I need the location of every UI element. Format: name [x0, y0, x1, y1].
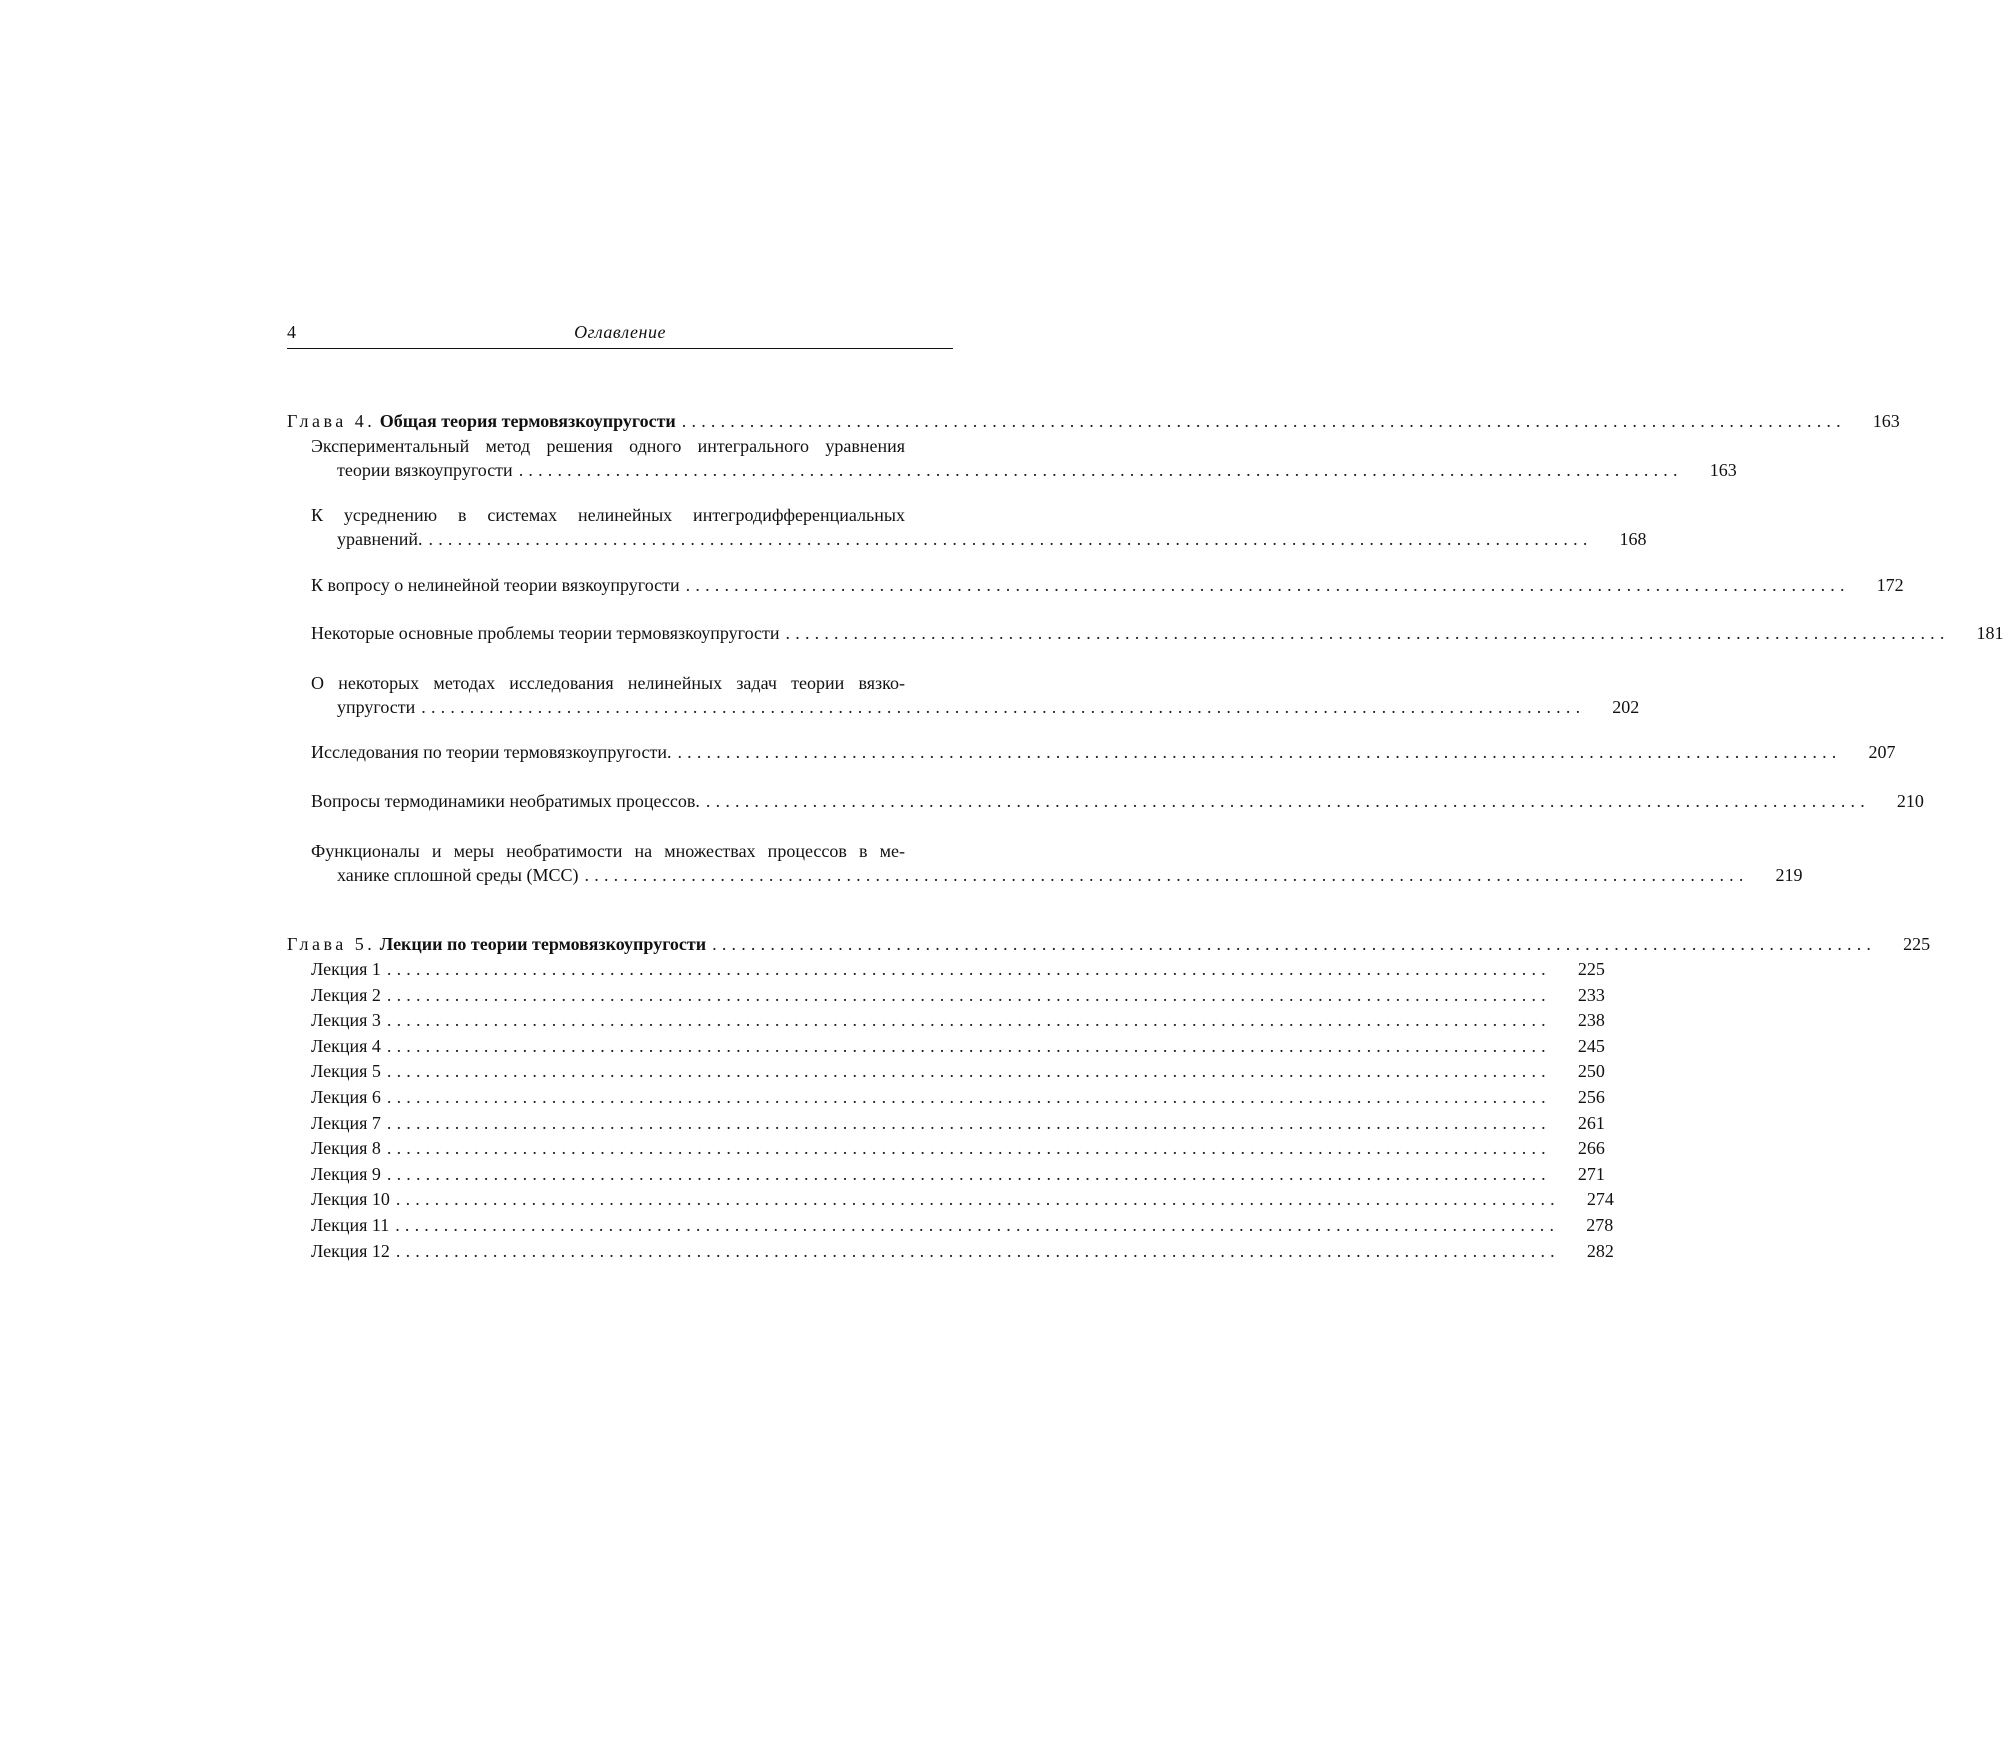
leader-dots: ........................................................................................................................ [386, 1112, 1551, 1133]
chapter-prefix: Глава 5. [287, 934, 376, 954]
lecture-label: Лекция 2 [311, 984, 381, 1005]
toc-lecture[interactable] [287, 1111, 1605, 1135]
lecture-label: Лекция 3 [311, 1010, 381, 1031]
leader-dots: ........................................................................................................................ [386, 1163, 1551, 1184]
leader-dots: ........................................................................................................................ [681, 411, 1846, 431]
toc-lecture[interactable] [287, 1162, 1605, 1186]
toc-lecture[interactable] [287, 1008, 1605, 1032]
toc-lecture[interactable] [287, 1034, 1605, 1058]
lecture-label: Лекция 4 [311, 1035, 381, 1056]
page-ref: 207 [1868, 742, 1896, 762]
chapter-title: Общая теория термовязкоупругости [379, 411, 676, 431]
page-ref: 163 [1872, 411, 1900, 431]
section-title-line: К вопросу о нелинейной теории вязкоупругости [311, 575, 680, 595]
page-ref: 271 [1577, 1163, 1605, 1184]
toc-section[interactable] [287, 573, 1904, 597]
section-title-line: Экспериментальный метод решения одного интегрального уравнения [311, 436, 905, 456]
chapter-prefix: Глава 4. [287, 411, 376, 431]
leader-dots: ........................................................................................................................ [386, 959, 1551, 979]
lecture-label: Лекция 12 [311, 1240, 390, 1261]
lecture-label: Лекция 7 [311, 1112, 381, 1133]
section-title-line: уравнений. [337, 529, 423, 549]
toc-lecture[interactable] [287, 1136, 1605, 1160]
toc-lecture[interactable] [287, 983, 1605, 1007]
page-ref: 274 [1586, 1189, 1614, 1210]
leader-dots: ........................................................................................................................ [712, 934, 1877, 954]
page-ref: 163 [1709, 460, 1737, 480]
leader-dots: ........................................................................................................................ [386, 984, 1551, 1005]
section-title-line: Некоторые основные проблемы теории термовязкоупругости [311, 623, 780, 643]
toc-lecture[interactable] [287, 957, 1605, 981]
page-ref: 225 [1577, 959, 1605, 979]
lecture-label: Лекция 6 [311, 1087, 381, 1107]
leader-dots: ........................................................................................................................ [386, 1035, 1551, 1056]
lecture-label: Лекция 8 [311, 1138, 381, 1159]
running-title: Оглавление [574, 322, 666, 342]
page-ref: 250 [1577, 1061, 1605, 1082]
section-title-line: К усреднению в системах нелинейных интегродифференциальных [311, 505, 905, 525]
section-title-line: Функционалы и меры необратимости на множествах процессов в ме- [311, 841, 905, 861]
page-ref: 238 [1577, 1010, 1605, 1031]
page-ref: 168 [1619, 529, 1647, 549]
page-number: 4 [287, 322, 296, 342]
leader-dots: ........................................................................................................................ [518, 460, 1683, 480]
toc-section[interactable] [287, 671, 1640, 719]
page-ref: 278 [1586, 1215, 1614, 1235]
lecture-label: Лекция 5 [311, 1061, 381, 1082]
leader-dots: ........................................................................................................................ [421, 697, 1586, 717]
leader-dots: ........................................................................................................................ [395, 1240, 1560, 1261]
leader-dots: ........................................................................................................................ [677, 742, 1842, 762]
toc-section[interactable] [287, 839, 1803, 887]
toc-lecture[interactable] [287, 1239, 1614, 1263]
page-ref: 181 [1976, 623, 2004, 643]
page-ref: 233 [1577, 984, 1605, 1005]
toc-section[interactable] [287, 740, 1896, 764]
page-ref: 256 [1577, 1087, 1605, 1107]
leader-dots: ........................................................................................................................ [395, 1189, 1560, 1210]
page-ref: 266 [1577, 1138, 1605, 1159]
leader-dots: ........................................................................................................................ [386, 1138, 1551, 1159]
leader-dots: ........................................................................................................................ [685, 575, 1850, 595]
section-title-line: ханике сплошной среды (МСС) [337, 865, 579, 885]
toc-section[interactable] [287, 621, 2004, 645]
page-ref: 225 [1903, 934, 1931, 954]
lecture-label: Лекция 9 [311, 1163, 381, 1184]
page-ref: 202 [1612, 697, 1640, 717]
toc-chapter-4[interactable] [287, 409, 1900, 433]
toc-section[interactable] [287, 503, 1647, 551]
leader-dots: ........................................................................................................................ [705, 791, 1870, 811]
leader-dots: ........................................................................................................................ [785, 623, 1950, 643]
page-ref: 245 [1577, 1035, 1605, 1056]
leader-dots: ........................................................................................................................ [428, 529, 1593, 549]
toc-lecture[interactable] [287, 1213, 1614, 1237]
page-ref: 210 [1896, 791, 1924, 811]
toc-lecture[interactable] [287, 1187, 1614, 1211]
section-title-line: упругости [337, 697, 416, 717]
toc-lecture[interactable] [287, 1059, 1605, 1083]
leader-dots: ........................................................................................................................ [386, 1087, 1551, 1107]
section-title-line: О некоторых методах исследования нелинейных задач теории вязко- [311, 673, 905, 693]
leader-dots: ........................................................................................................................ [386, 1061, 1551, 1082]
section-title-line: Исследования по теории термовязкоупругости. [311, 742, 672, 762]
running-header [287, 322, 953, 349]
toc-chapter-5[interactable] [287, 932, 1931, 956]
toc-section[interactable] [287, 434, 1737, 482]
page-ref: 261 [1577, 1112, 1605, 1133]
page-ref: 282 [1586, 1240, 1614, 1261]
leader-dots: ........................................................................................................................ [584, 865, 1749, 885]
section-title-line: Вопросы термодинамики необратимых процессов. [311, 791, 700, 811]
toc-lecture[interactable] [287, 1085, 1605, 1109]
section-title-line: теории вязкоупругости [337, 460, 513, 480]
book-page [287, 322, 2004, 1261]
lecture-label: Лекция 11 [311, 1215, 390, 1235]
chapter-title: Лекции по теории термовязкоупругости [379, 934, 707, 954]
lecture-label: Лекция 10 [311, 1189, 390, 1210]
leader-dots: ........................................................................................................................ [395, 1215, 1560, 1235]
leader-dots: ........................................................................................................................ [386, 1010, 1551, 1031]
page-ref: 172 [1876, 575, 1904, 595]
page-ref: 219 [1775, 865, 1803, 885]
toc-section[interactable] [287, 789, 1924, 813]
lecture-label: Лекция 1 [311, 959, 381, 979]
